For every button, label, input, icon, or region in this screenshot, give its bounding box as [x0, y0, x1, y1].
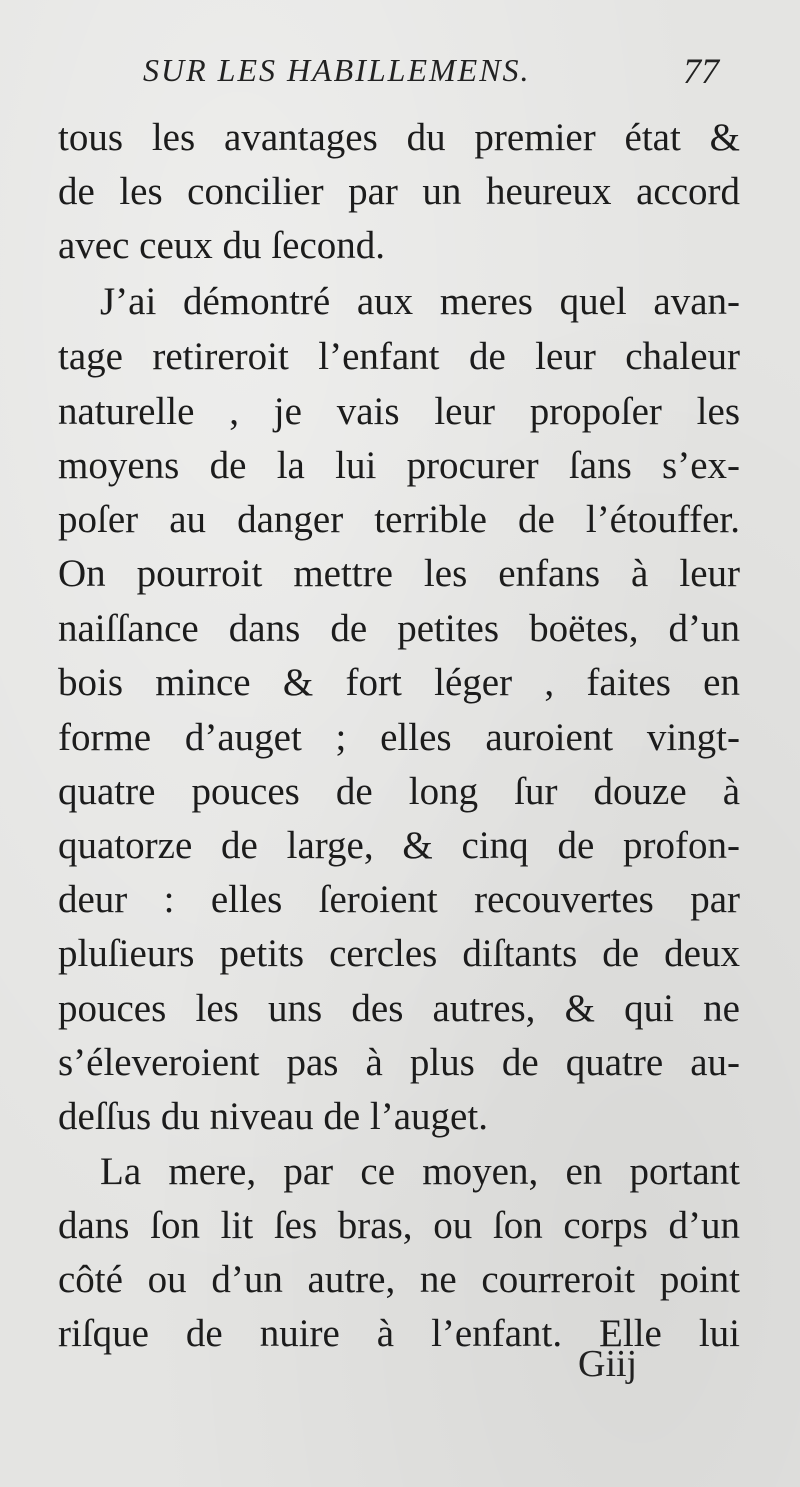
text-line: deur : elles ſeroient recouvertes par [58, 878, 740, 921]
signature-mark: Giij [578, 1343, 638, 1385]
text-line: de les concilier par un heureux accord [58, 170, 740, 213]
text-line: pouces les uns des autres, & qui ne [58, 987, 740, 1030]
text-line: La mere, par ce moyen, en portant [100, 1150, 740, 1193]
text-line: tage retireroit l’enfant de leur chaleur [58, 335, 740, 378]
page-number: 77 [683, 51, 719, 91]
text-line: poſer au danger terrible de l’étouffer. [58, 498, 740, 541]
text-line: naturelle , je vais leur propoſer les [58, 390, 740, 433]
text-line: quatorze de large, & cinq de profon- [58, 824, 740, 867]
text-line: quatre pouces de long ſur douze à [58, 770, 740, 813]
text-line: forme d’auget ; elles auroient vingt- [58, 716, 740, 759]
text-line: bois mince & fort léger , faites en [58, 661, 740, 704]
text-line: pluſieurs petits cercles diſtants de deux [58, 932, 740, 975]
text-line: dans ſon lit ſes bras, ou ſon corps d’un [58, 1204, 740, 1247]
text-line: moyens de la lui procurer ſans s’ex- [58, 444, 740, 487]
text-line: s’éleveroient pas à plus de quatre au- [58, 1041, 740, 1084]
text-line: riſque de nuire à l’enfant. Elle lui [58, 1312, 740, 1355]
text-line: avec ceux du ſecond. [58, 224, 386, 267]
text-line: tous les avantages du premier état & [58, 116, 740, 159]
text-line: côté ou d’un autre, ne courreroit point [58, 1258, 740, 1301]
text-line: On pourroit mettre les enfans à leur [58, 552, 740, 595]
text-line: J’ai démontré aux meres quel avan- [100, 280, 740, 323]
running-title: SUR LES HABILLEMENS. [143, 52, 531, 88]
text-line: naiſſance dans de petites boëtes, d’un [58, 607, 740, 650]
text-line: deſſus du niveau de l’auget. [58, 1095, 488, 1138]
